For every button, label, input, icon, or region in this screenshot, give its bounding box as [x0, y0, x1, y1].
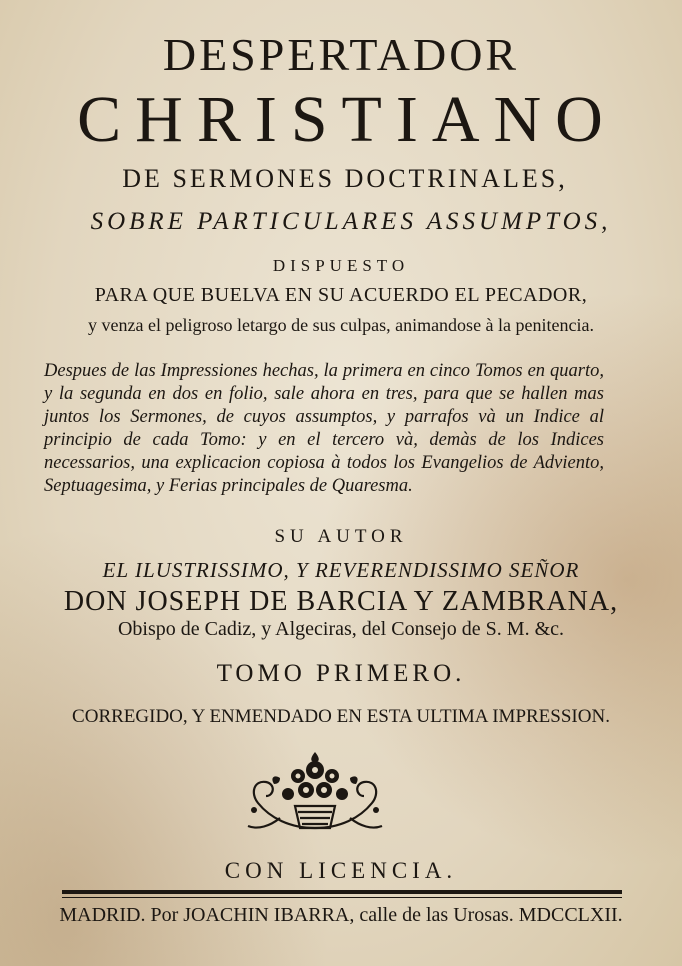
- subtitle-line: DE SERMONES DOCTRINALES,: [122, 164, 568, 193]
- imprint-rule-thick: [62, 890, 622, 894]
- author-honorific: EL ILUSTRISSIMO, Y REVERENDISSIMO SEÑOR: [102, 558, 580, 582]
- volume-label: TOMO PRIMERO.: [216, 660, 466, 687]
- edition-note: CORREGIDO, Y ENMENDADO EN ESTA ULTIMA IMPRESSION.: [72, 706, 610, 727]
- title-line-1: DESPERTADOR: [162, 29, 520, 80]
- dispuesto-label: DISPUESTO: [272, 256, 410, 275]
- floral-basket-ornament-icon: [240, 748, 390, 840]
- description-paragraph: Despues de las Impressiones hechas, la primera en cinco Tomos en quarto, y la segunda en dos en folio, sale ahora en tres, para que se hallen mas juntos los Sermones, de cuyos assumptos, y parrafos và un Indice al principio de cada Tomo: y en el tercero và, demàs de los Indices necessarios, una explicacion copiosa à todos los Evangelios de Adviento, Septuagesima, y Ferias principales de Quaresma.: [44, 361, 604, 496]
- author-label: SU AUTOR: [274, 526, 408, 547]
- imprint-line: MADRID. Por JOACHIN IBARRA, calle de las Urosas. MDCCLXII.: [59, 904, 623, 926]
- title-line-2: CHRISTIANO: [77, 83, 617, 156]
- purpose-line-1: PARA QUE BUELVA EN SU ACUERDO EL PECADOR,: [94, 284, 588, 306]
- imprint-rule-thin: [62, 897, 622, 898]
- purpose-line-2: y venza el peligroso letargo de sus culpas, animandose à la penitencia.: [88, 315, 594, 335]
- author-office: Obispo de Cadiz, y Algeciras, del Consejo de S. M. &c.: [117, 618, 565, 640]
- author-name: DON JOSEPH DE BARCIA Y ZAMBRANA,: [63, 586, 619, 617]
- license-line: CON LICENCIA.: [224, 858, 458, 883]
- subtitle-italic-line: SOBRE PARTICULARES ASSUMPTOS,: [90, 208, 612, 235]
